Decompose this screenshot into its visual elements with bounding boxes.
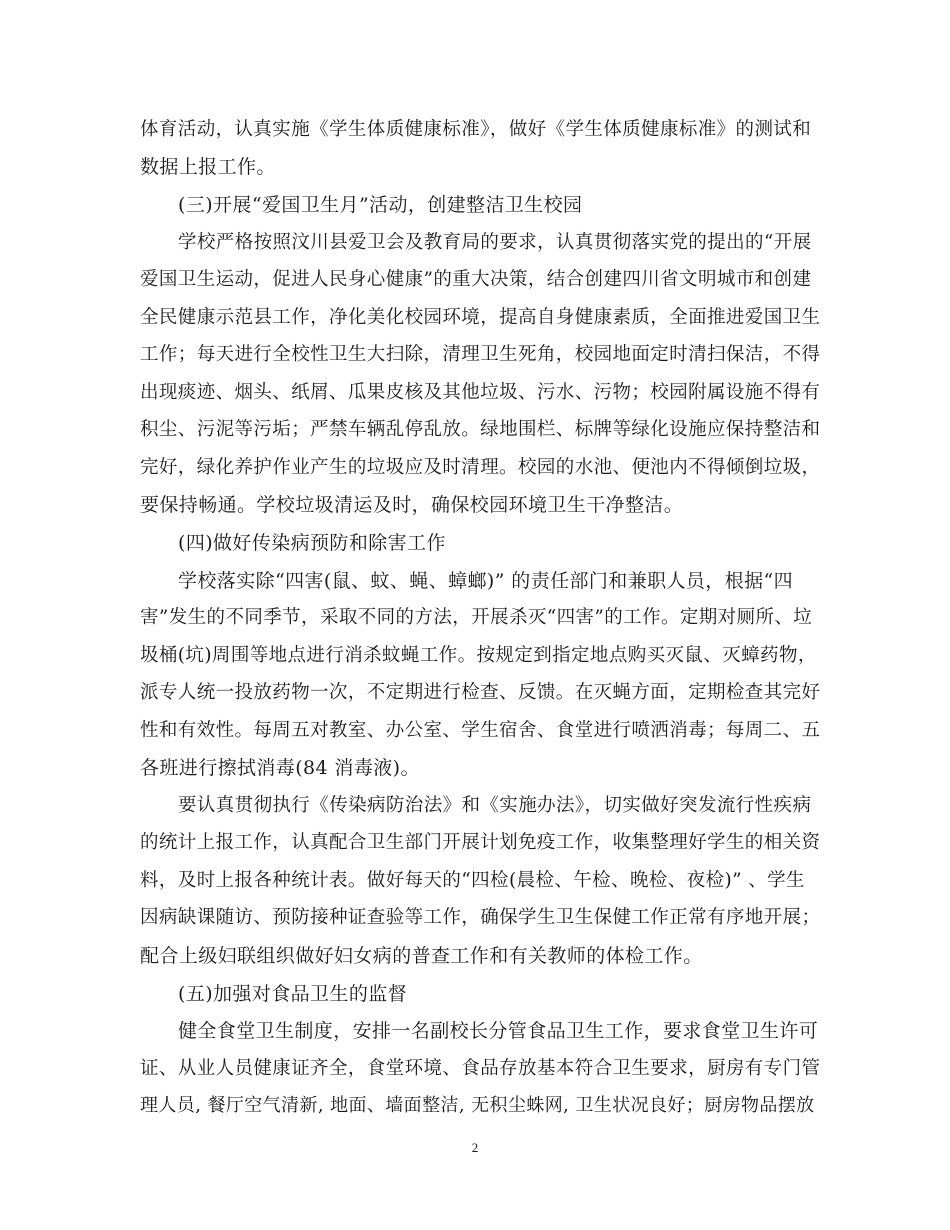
section-heading: (四)做好传染病预防和除害工作 [178, 532, 446, 554]
body-text-line: 完好，绿化养护作业产生的垃圾应及时清理。校园的水池、便池内不得倾倒垃圾， [140, 457, 821, 478]
body-text-line: 爱国卫生运动，促进人民身心健康”的重大决策，结合创建四川省文明城市和创建 [140, 269, 812, 290]
body-text-line: 各班进行擦拭消毒(84 消毒液)。 [140, 757, 420, 779]
body-text-line: 料，及时上报各种统计表。做好每天的“四检(晨检、午检、晚检、夜检)” 、学生 [140, 870, 805, 891]
paragraph-first-line: 学校落实除“四害(鼠、蚊、蝇、蟑螂)” 的责任部门和兼职人员，根据“四 [178, 570, 794, 592]
body-text-line: 积尘、污泥等污垢；严禁车辆乱停乱放。绿地围栏、标牌等绿化设施应保持整洁和 [140, 419, 821, 440]
body-text-line: 因病缺课随访、预防接种证查验等工作，确保学生卫生保健工作正常有序地开展； [140, 907, 821, 928]
body-text-line: 数据上报工作。 [140, 156, 276, 178]
body-text-line: 派专人统一投放药物一次，不定期进行检查、反馈。在灭蝇方面，定期检查其完好 [140, 682, 821, 703]
body-text-line: 性和有效性。每周五对教室、办公室、学生宿舍、食堂进行喷洒消毒；每周二、五 [140, 720, 821, 741]
paragraph-first-line: 健全食堂卫生制度，安排一名副校长分管食品卫生工作，要求食堂卫生许可 [178, 1020, 819, 1042]
body-text-line: 配合上级妇联组织做好妇女病的普查工作和有关教师的体检工作。 [140, 945, 703, 967]
paragraph-first-line: 学校严格按照汶川县爱卫会及教育局的要求，认真贯彻落实党的提出的“开展 [178, 232, 812, 253]
body-text-line: 理人员, 餐厅空气清新, 地面、墙面整洁, 无积尘蛛网, 卫生状况良好；厨房物品摆放 [140, 1095, 815, 1116]
body-text-line: 全民健康示范县工作，净化美化校园环境，提高自身健康素质，全面推进爱国卫生 [140, 307, 821, 328]
body-text-line: 的统计上报工作，认真配合卫生部门开展计划免疫工作，收集整理好学生的相关资 [140, 832, 821, 853]
section-heading: (五)加强对食品卫生的监督 [178, 983, 408, 1005]
body-text-line: 出现痰迹、烟头、纸屑、瓜果皮核及其他垃圾、污水、污物；校园附属设施不得有 [140, 382, 821, 403]
body-text-line: 体育活动，认真实施《学生体质健康标准》，做好《学生体质健康标准》的测试和 [140, 119, 812, 140]
body-text-line: 证、从业人员健康证齐全，食堂环境、食品存放基本符合卫生要求，厨房有专门管 [140, 1058, 821, 1079]
body-text-line: 害”发生的不同季节，采取不同的方法，开展杀灭“四害”的工作。定期对厕所、垃 [140, 607, 813, 628]
body-text-line: 要保持畅通。学校垃圾清运及时，确保校园环境卫生干净整洁。 [140, 494, 684, 516]
body-text-line: 圾桶(坑)周围等地点进行消杀蚊蝇工作。按规定到指定地点购买灭鼠、灭蟑药物， [140, 645, 817, 666]
paragraph-first-line: 要认真贯彻执行《传染病防治法》和《实施办法》，切实做好突发流行性疾病 [178, 795, 812, 816]
section-heading: (三)开展“爱国卫生月”活动，创建整洁卫生校园 [178, 194, 583, 216]
page-number: 2 [471, 1140, 479, 1155]
body-text-line: 工作；每天进行全校性卫生大扫除，清理卫生死角，校园地面定时清扫保洁，不得 [140, 344, 821, 365]
